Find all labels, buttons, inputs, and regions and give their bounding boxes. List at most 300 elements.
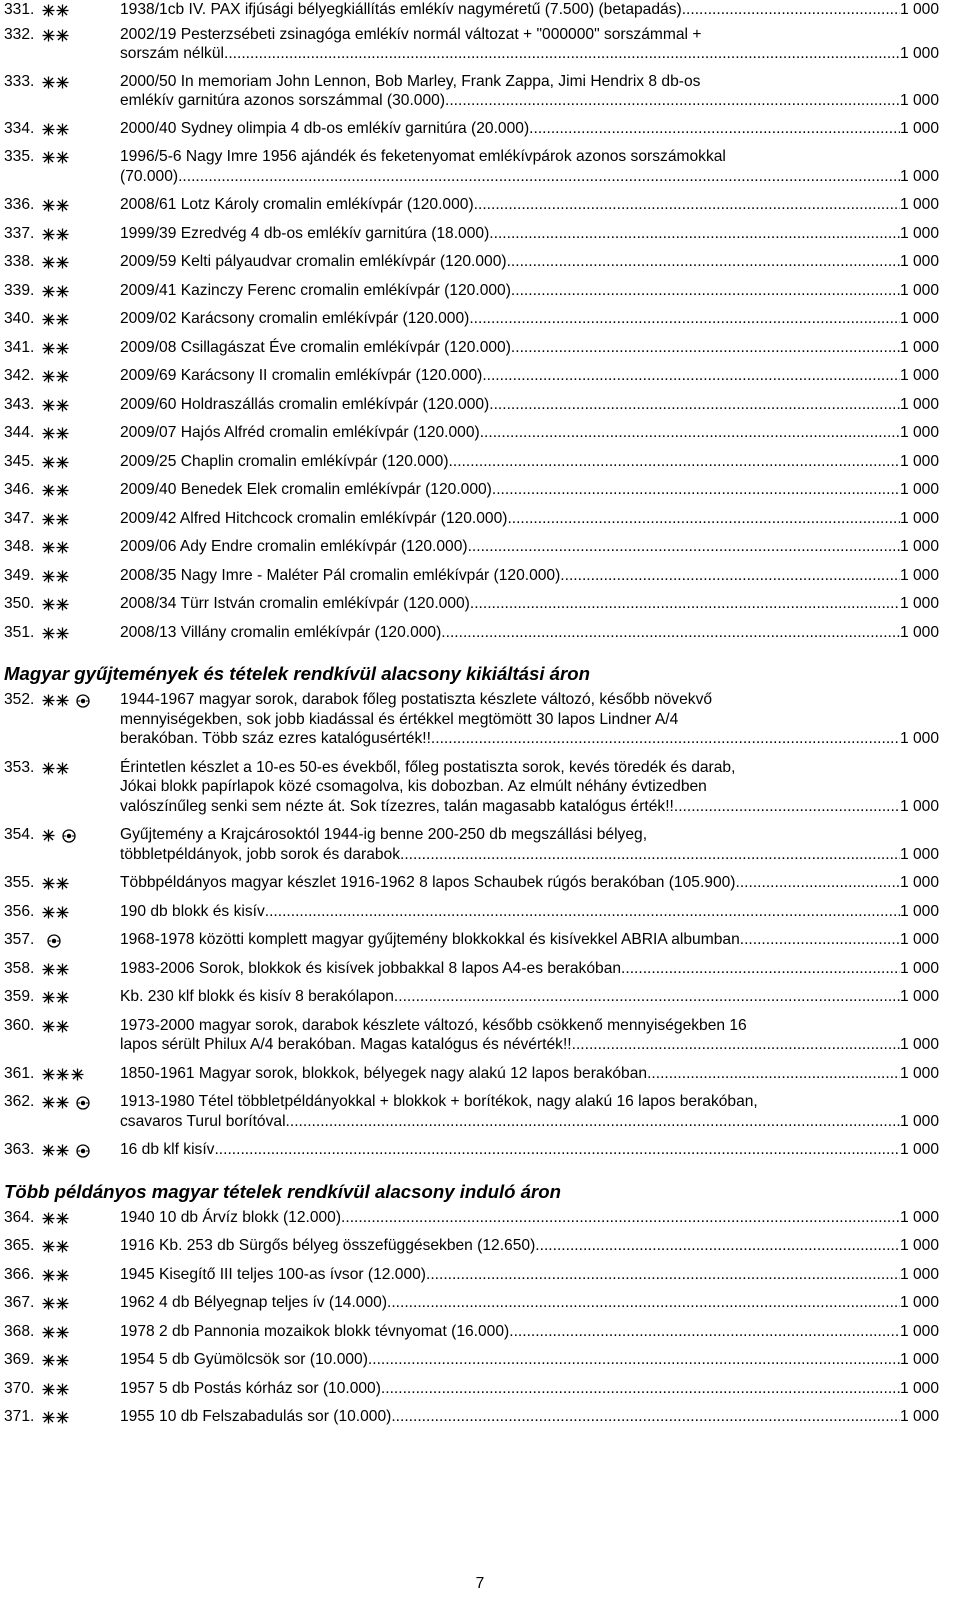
starting-price: 1 000 <box>899 959 939 977</box>
lot-row <box>0 252 960 272</box>
description-text: 16 db klf kisív <box>120 1141 215 1158</box>
condition-symbols <box>42 1236 120 1256</box>
mint-double-star-icon <box>42 228 69 241</box>
starting-price: 1 000 <box>899 452 939 470</box>
lot-row <box>0 902 960 922</box>
description-line <box>120 566 939 586</box>
lot-description <box>120 1064 939 1084</box>
lot-number: 331. <box>4 1 35 18</box>
dot-leader <box>740 930 900 950</box>
dot-leader <box>214 1140 900 1160</box>
dot-leader <box>647 1064 900 1084</box>
description-text: 2008/34 Türr István cromalin emlékívpár (120.000) <box>120 595 470 612</box>
description-line <box>120 1407 939 1427</box>
description-text: 2009/06 Ady Endre cromalin emlékívpár (120.000) <box>120 538 468 555</box>
dot-leader <box>449 452 900 472</box>
description-line <box>120 797 939 817</box>
description-text: 1938/1cb IV. PAX ifjúsági bélyegkiállítás emlékív nagyméretű (7.500) (betapadás) <box>120 1 682 18</box>
lot-number: 370. <box>4 1379 35 1397</box>
condition-symbols <box>42 1140 120 1160</box>
lot-description <box>120 987 939 1007</box>
mint-double-star-icon <box>42 541 69 554</box>
condition-symbols <box>42 338 120 358</box>
starting-price: 1 000 <box>899 424 939 441</box>
lot-row <box>0 195 960 215</box>
mint-double-star-icon <box>42 342 69 355</box>
dot-leader <box>621 959 900 979</box>
lot-number: 336. <box>4 196 35 213</box>
starting-price: 1 000 <box>899 1064 939 1082</box>
description-text: 2009/02 Karácsony cromalin emlékívpár (120.000) <box>120 310 470 327</box>
lot-number: 345. <box>4 452 35 470</box>
condition-symbols <box>42 147 120 186</box>
dot-leader <box>228 44 900 64</box>
condition-symbols <box>42 902 120 922</box>
starting-price: 1 000 <box>899 902 939 920</box>
lot-description <box>120 452 939 472</box>
mint-double-star-icon <box>42 1411 69 1424</box>
lot-row <box>0 825 960 864</box>
description-line <box>120 366 939 386</box>
description-text: 2009/08 Csillagászat Éve cromalin emlékívpár (120.000) <box>120 338 511 356</box>
description-line <box>120 0 939 20</box>
description-line <box>120 1208 939 1228</box>
description-line <box>120 902 939 922</box>
mint-double-star-icon <box>42 151 69 164</box>
lot-row <box>0 1236 960 1256</box>
lot-number: 339. <box>4 281 35 299</box>
mint-double-star-icon <box>42 1269 69 1282</box>
description-line <box>120 252 939 272</box>
description-text: 2009/60 Holdraszállás cromalin emlékívpár (120.000) <box>120 395 490 413</box>
dot-leader <box>449 91 900 111</box>
lot-number: 351. <box>4 623 35 641</box>
lot-description <box>120 309 939 329</box>
description-text: mennyiségekben, sok jobb kiadással és értékkel megtömött 30 lapos Lindner A/4 <box>120 710 679 728</box>
lot-row <box>0 509 960 529</box>
lot-number: 354. <box>4 826 35 843</box>
lot-row <box>0 1265 960 1285</box>
dot-leader <box>470 594 900 614</box>
lot-row <box>0 480 960 500</box>
lot-description <box>120 1293 939 1313</box>
lot-number: 358. <box>4 959 35 977</box>
mint-double-star-icon <box>42 906 69 919</box>
lot-row <box>0 987 960 1007</box>
condition-symbols <box>42 423 120 443</box>
condition-symbols <box>42 873 120 893</box>
starting-price: 1 000 <box>899 730 939 747</box>
description-line <box>120 1092 939 1112</box>
lot-description <box>120 873 939 893</box>
starting-price: 1 000 <box>899 1141 939 1158</box>
mint-double-star-icon <box>42 370 69 383</box>
condition-symbols <box>42 1322 120 1342</box>
lot-description <box>120 1236 939 1256</box>
lot-description <box>120 119 939 139</box>
lot-number: 349. <box>4 566 35 584</box>
description-text: 2000/40 Sydney olimpia 4 db-os emlékív garnitúra (20.000). <box>120 119 534 137</box>
starting-price: 1 000 <box>899 595 939 612</box>
lot-description <box>120 902 939 922</box>
lot-number: 338. <box>4 253 35 270</box>
lot-row <box>0 1407 960 1427</box>
description-line <box>120 452 939 472</box>
starting-price: 1 000 <box>899 509 939 527</box>
lot-description <box>120 1407 939 1427</box>
mint-double-star-icon <box>42 1383 69 1396</box>
description-text: 1999/39 Ezredvég 4 db-os emlékív garnitúra (18.000) <box>120 224 490 242</box>
description-text: sorszám nélkül. <box>120 45 229 62</box>
dot-leader <box>441 623 900 643</box>
description-line <box>120 710 939 730</box>
lot-row <box>0 1140 960 1160</box>
description-line <box>120 1265 939 1285</box>
condition-symbols <box>42 224 120 244</box>
description-line <box>120 509 939 529</box>
lot-number: 341. <box>4 338 35 356</box>
description-line <box>120 1016 939 1036</box>
dot-leader <box>400 845 900 865</box>
lot-row <box>0 1322 960 1342</box>
condition-symbols <box>42 1293 120 1313</box>
lot-description <box>120 959 939 979</box>
mint-double-star-icon <box>42 76 69 89</box>
description-text: 2009/42 Alfred Hitchcock cromalin emlékívpár (120.000) <box>120 509 508 527</box>
dot-leader <box>489 395 900 415</box>
starting-price: 1 000 <box>899 1294 939 1311</box>
description-line <box>120 623 939 643</box>
lot-description <box>120 930 939 950</box>
lot-row <box>0 1208 960 1228</box>
lot-row <box>0 423 960 443</box>
mint-double-star-icon <box>42 513 69 526</box>
lot-number: 335. <box>4 148 35 165</box>
starting-price: 1 000 <box>899 367 939 384</box>
condition-symbols <box>42 281 120 301</box>
description-line <box>120 537 939 557</box>
mint-double-star-icon <box>42 399 69 412</box>
lot-row <box>0 873 960 893</box>
description-line <box>120 195 939 215</box>
hinged-star-icon <box>42 829 55 842</box>
starting-price: 1 000 <box>899 119 939 137</box>
mint-double-star-icon <box>42 256 69 269</box>
description-line <box>120 309 939 329</box>
description-line <box>120 930 939 950</box>
lot-number: 357. <box>4 931 35 948</box>
lot-number: 342. <box>4 367 35 384</box>
mint-double-star-icon <box>42 313 69 326</box>
description-line <box>120 1140 939 1160</box>
condition-symbols <box>42 825 120 864</box>
lot-row <box>0 147 960 186</box>
description-text: valószínűleg senki sem nézte át. Sok tízezres, talán magasabb katalógus érték!! <box>120 797 674 815</box>
lot-description <box>120 1016 939 1055</box>
description-line <box>120 845 939 865</box>
dot-leader <box>560 566 900 586</box>
condition-symbols <box>42 25 120 64</box>
description-text: 2008/13 Villány cromalin emlékívpár (120.000) <box>120 623 442 641</box>
condition-symbols <box>42 252 120 272</box>
description-line <box>120 281 939 301</box>
condition-symbols <box>42 1208 120 1228</box>
description-text: 1973-2000 magyar sorok, darabok készlete változó, később csökkenő mennyiségekben 16 <box>120 1016 747 1034</box>
starting-price: 1 000 <box>899 1 939 18</box>
lot-row <box>0 623 960 643</box>
lot-number: 352. <box>4 691 35 708</box>
lot-description <box>120 72 939 111</box>
lot-number: 350. <box>4 595 35 612</box>
lot-number: 332. <box>4 25 35 43</box>
description-text: berakóban. Több száz ezres katalógusérték!! <box>120 730 431 747</box>
condition-symbols <box>42 195 120 215</box>
lot-description <box>120 1140 939 1160</box>
description-text: Kb. 230 klf blokk és kisív 8 berakólapon <box>120 988 394 1005</box>
description-line <box>120 423 939 443</box>
lot-row <box>0 224 960 244</box>
lot-description <box>120 338 939 358</box>
dot-leader <box>533 119 899 139</box>
lot-description <box>120 224 939 244</box>
starting-price: 1 000 <box>899 1208 939 1226</box>
starting-price: 1 000 <box>899 1351 939 1368</box>
description-line <box>120 480 939 500</box>
lot-description <box>120 1092 939 1131</box>
section-heading: Magyar gyűjtemények és tételek rendkívül alacsony kikiáltási áron <box>4 663 590 684</box>
starting-price: 1 000 <box>899 623 939 641</box>
mint-double-star-icon <box>42 762 69 775</box>
dot-leader <box>474 195 900 215</box>
lot-description <box>120 366 939 386</box>
lot-description <box>120 147 939 186</box>
starting-price: 1 000 <box>899 253 939 270</box>
dot-leader <box>286 1112 900 1132</box>
lot-description <box>120 1379 939 1399</box>
description-text: 1962 4 db Bélyegnap teljes ív (14.000) <box>120 1294 388 1311</box>
condition-symbols <box>42 366 120 386</box>
lot-number: 366. <box>4 1265 35 1283</box>
description-text: 1968-1978 közötti komplett magyar gyűjtemény blokkokkal és kisívekkel ABRIA albumban <box>120 931 740 948</box>
mint-double-star-icon <box>42 1297 69 1310</box>
condition-symbols <box>42 119 120 139</box>
description-line <box>120 959 939 979</box>
lot-row <box>0 1016 960 1055</box>
lot-row <box>0 366 960 386</box>
lot-description <box>120 1350 939 1370</box>
description-text: 1954 5 db Gyümölcsök sor (10.000) <box>120 1351 368 1368</box>
mint-double-star-icon <box>42 484 69 497</box>
mint-double-star-icon <box>42 627 69 640</box>
description-line <box>120 91 939 111</box>
mint-double-star-icon <box>42 4 69 17</box>
description-line <box>120 1236 939 1256</box>
mint-double-star-icon <box>42 877 69 890</box>
lot-row <box>0 1379 960 1399</box>
condition-symbols <box>42 1265 120 1285</box>
lot-row <box>0 281 960 301</box>
condition-symbols <box>42 309 120 329</box>
mint-double-star-icon <box>42 1354 69 1367</box>
description-line <box>120 1293 939 1313</box>
lot-description <box>120 195 939 215</box>
mint-double-star-icon <box>42 456 69 469</box>
lot-row <box>0 1064 960 1084</box>
cancelled-circle-icon <box>76 1144 90 1158</box>
description-text: 2009/59 Kelti pályaudvar cromalin emlékívpár (120.000) <box>120 253 507 270</box>
condition-symbols <box>42 930 120 950</box>
cancelled-circle-icon <box>62 829 76 843</box>
mint-double-star-icon <box>42 29 69 42</box>
condition-symbols <box>42 959 120 979</box>
lot-description <box>120 825 939 864</box>
condition-symbols <box>42 623 120 643</box>
dot-leader <box>391 1407 900 1427</box>
mint-double-star-icon <box>42 1240 69 1253</box>
description-line <box>120 1379 939 1399</box>
description-text: Többpéldányos magyar készlet 1916-1962 8 lapos Schaubek rúgós berakóban (105.900) <box>120 874 736 891</box>
starting-price: 1 000 <box>899 874 939 891</box>
description-text: 2009/69 Karácsony II cromalin emlékívpár (120.000) <box>120 367 483 384</box>
dot-leader <box>480 423 900 443</box>
condition-symbols <box>42 1016 120 1055</box>
lot-number: 348. <box>4 538 35 555</box>
description-line <box>120 147 939 167</box>
lot-number: 340. <box>4 310 35 327</box>
lot-number: 343. <box>4 395 35 413</box>
lot-row <box>0 395 960 415</box>
condition-symbols <box>42 0 120 20</box>
condition-symbols <box>42 758 120 817</box>
lot-row <box>0 537 960 557</box>
description-line <box>120 25 939 45</box>
lot-row <box>0 1293 960 1313</box>
condition-symbols <box>42 1379 120 1399</box>
mint-double-star-icon <box>42 1212 69 1225</box>
lot-description <box>120 480 939 500</box>
dot-leader <box>368 1350 900 1370</box>
starting-price: 1 000 <box>899 1237 939 1254</box>
description-text: Érintetlen készlet a 10-es 50-es évekből, főleg postatiszta sorok, kevés töredék és darab, <box>120 758 736 776</box>
description-text: emlékív garnitúra azonos sorszámmal (30.000). <box>120 92 450 109</box>
dot-leader <box>489 224 900 244</box>
starting-price: 1 000 <box>899 988 939 1005</box>
lot-description <box>120 423 939 443</box>
lot-number: 365. <box>4 1237 35 1254</box>
description-line <box>120 44 939 64</box>
condition-symbols <box>42 594 120 614</box>
lot-row <box>0 119 960 139</box>
condition-symbols <box>42 566 120 586</box>
starting-price: 1 000 <box>899 281 939 299</box>
description-text: 1913-1980 Tétel többletpéldányokkal + blokkok + borítékok, nagy alakú 16 lapos berakóban, <box>120 1093 758 1110</box>
page-number: 7 <box>475 1575 485 1592</box>
mint-double-star-icon <box>42 1068 69 1081</box>
starting-price: 1 000 <box>899 1112 939 1130</box>
description-line <box>120 729 939 749</box>
dot-leader <box>394 987 900 1007</box>
dot-leader <box>265 902 900 922</box>
dot-leader <box>387 1293 900 1313</box>
lot-row <box>0 25 960 64</box>
condition-symbols <box>42 537 120 557</box>
description-text: 2009/40 Benedek Elek cromalin emlékívpár (120.000) <box>120 481 492 498</box>
dot-leader <box>468 537 900 557</box>
lot-description <box>120 537 939 557</box>
dot-leader <box>381 1379 900 1399</box>
condition-symbols <box>42 72 120 111</box>
description-line <box>120 1112 939 1132</box>
starting-price: 1 000 <box>899 395 939 413</box>
lot-number: 333. <box>4 72 35 90</box>
dot-leader <box>507 509 900 529</box>
lot-number: 369. <box>4 1351 35 1368</box>
condition-symbols <box>42 1092 120 1131</box>
mint-double-star-icon <box>42 1020 69 1033</box>
description-text: Jókai blokk papírlapok közé csomagolva, kis dobozban. Az elmúlt néhány évtizedben <box>120 778 707 795</box>
lot-row <box>0 594 960 614</box>
lot-row <box>0 1350 960 1370</box>
lot-number: 361. <box>4 1064 35 1082</box>
starting-price: 1 000 <box>899 45 939 62</box>
description-line <box>120 758 939 778</box>
description-text: 1940 10 db Árvíz blokk (12.000) <box>120 1208 342 1226</box>
dot-leader <box>482 366 900 386</box>
lot-description <box>120 0 939 20</box>
description-text: 1957 5 db Postás kórház sor (10.000) <box>120 1379 381 1397</box>
description-line <box>120 119 939 139</box>
condition-symbols <box>42 987 120 1007</box>
description-line <box>120 395 939 415</box>
lot-number: 344. <box>4 424 35 441</box>
description-text: 1983-2006 Sorok, blokkok és kisívek jobbakkal 8 lapos A4-es berakóban <box>120 959 622 977</box>
starting-price: 1 000 <box>899 931 939 948</box>
condition-symbols <box>42 480 120 500</box>
dot-leader <box>469 309 900 329</box>
dot-leader <box>572 1035 900 1055</box>
starting-price: 1 000 <box>899 1379 939 1397</box>
lot-number: 362. <box>4 1093 35 1110</box>
starting-price: 1 000 <box>899 1036 939 1053</box>
lot-number: 337. <box>4 224 35 242</box>
hinged-star-icon <box>71 1068 84 1081</box>
lot-description <box>120 281 939 301</box>
lot-description <box>120 758 939 817</box>
lot-description <box>120 1322 939 1342</box>
starting-price: 1 000 <box>899 1322 939 1340</box>
description-text: 2009/25 Chaplin cromalin emlékívpár (120.000) <box>120 452 449 470</box>
mint-double-star-icon <box>42 123 69 136</box>
condition-symbols <box>42 1350 120 1370</box>
description-text: Gyűjtemény a Krajcárosoktól 1944-ig benne 200-250 db megszállási bélyeg, <box>120 826 648 843</box>
lot-description <box>120 594 939 614</box>
lot-row <box>0 959 960 979</box>
starting-price: 1 000 <box>899 845 939 863</box>
description-text: (70.000). <box>120 167 183 185</box>
starting-price: 1 000 <box>899 92 939 109</box>
description-text: lapos sérült Philux A/4 berakóban. Magas katalógus és névérték!! <box>120 1036 572 1053</box>
lot-number: 363. <box>4 1141 35 1158</box>
lot-description <box>120 623 939 643</box>
condition-symbols <box>42 509 120 529</box>
lot-row <box>0 566 960 586</box>
description-text: 1945 Kisegítő III teljes 100-as ívsor (12.000) <box>120 1265 426 1283</box>
condition-symbols <box>42 690 120 749</box>
dot-leader <box>341 1208 900 1228</box>
description-text: 2008/61 Lotz Károly cromalin emlékívpár (120.000) <box>120 196 474 213</box>
lot-description <box>120 509 939 529</box>
lot-description <box>120 1265 939 1285</box>
